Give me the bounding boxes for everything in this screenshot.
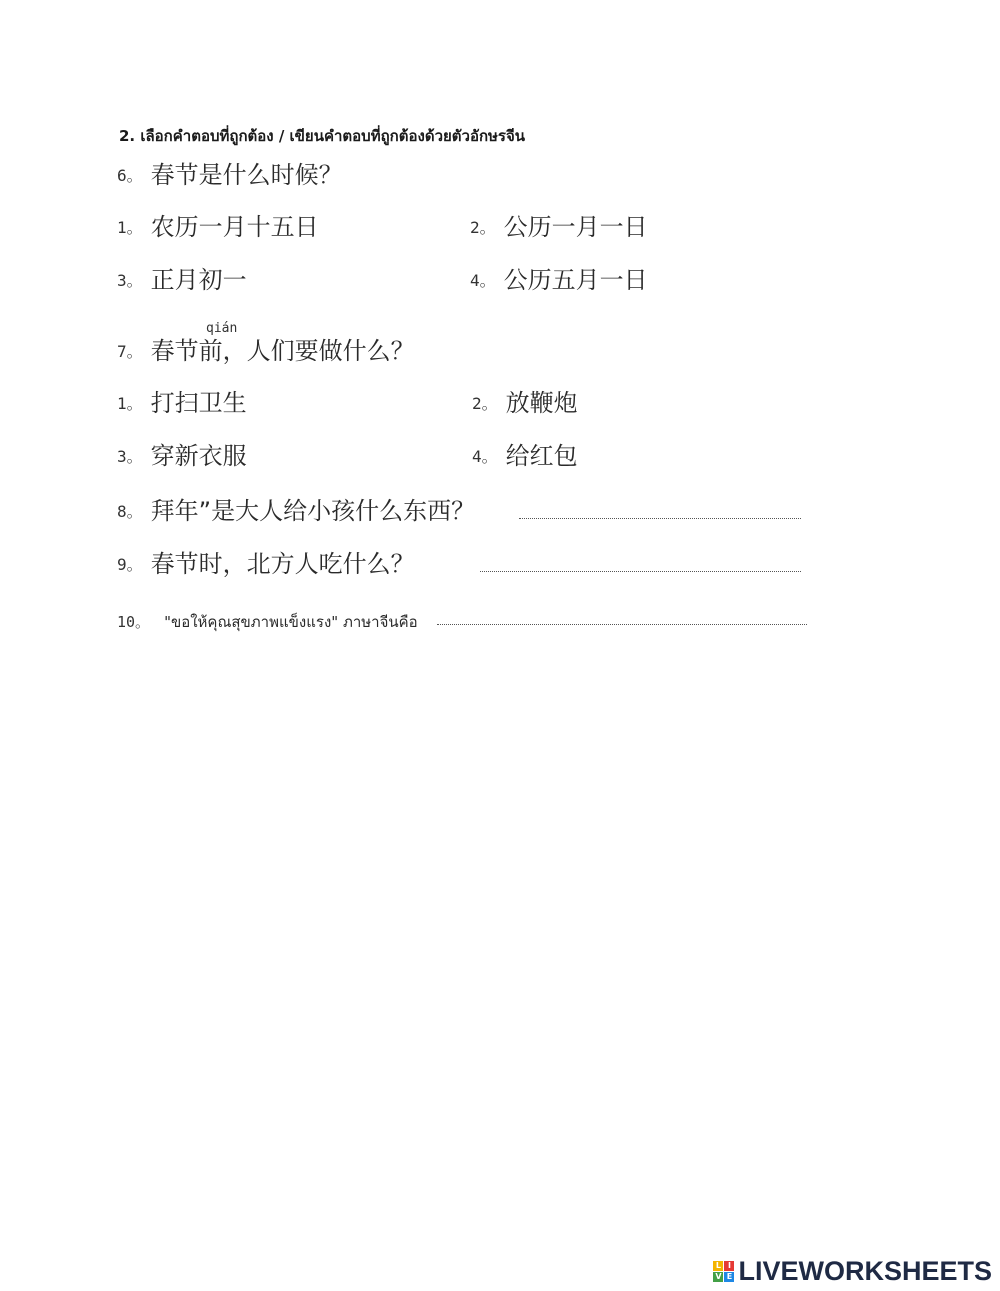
option-number: 2。 <box>472 394 498 413</box>
q7-option-3[interactable] <box>117 444 247 468</box>
q7-option-1[interactable] <box>117 391 247 415</box>
option-number: 3。 <box>117 447 143 466</box>
q6-option-3[interactable] <box>117 268 247 292</box>
option-number: 4。 <box>470 271 496 290</box>
q8-answer-blank[interactable] <box>519 518 801 519</box>
option-text: 放鞭炮 <box>505 389 578 417</box>
q7-option-2[interactable] <box>472 391 578 415</box>
question-7-number: 7。 <box>117 342 143 361</box>
q6-option-2[interactable] <box>470 215 648 239</box>
question-6-text: 春节是什么时候？ <box>150 161 343 189</box>
question-9-number: 9。 <box>117 555 143 574</box>
question-8-text: 拜年”是大人给小孩什么东西？ <box>150 497 476 525</box>
logo-mark-l: L <box>713 1261 723 1271</box>
pinyin-annotation: qián <box>206 321 238 336</box>
option-text: 农历一月十五日 <box>150 213 319 241</box>
q10-answer-blank[interactable] <box>437 624 807 625</box>
option-number: 2。 <box>470 218 496 237</box>
option-number: 1。 <box>117 218 143 237</box>
q7-option-4[interactable] <box>472 444 578 468</box>
question-8-number: 8。 <box>117 502 143 521</box>
logo-mark-e: E <box>724 1272 734 1282</box>
option-number: 4。 <box>472 447 498 466</box>
q6-option-1[interactable] <box>117 215 319 239</box>
q6-option-4[interactable] <box>470 268 648 292</box>
question-7 <box>117 339 415 363</box>
question-7-annotated-char: 前 <box>198 337 223 365</box>
logo-text: LIVEWORKSHEETS <box>738 1256 992 1286</box>
option-text: 公历一月一日 <box>503 213 648 241</box>
option-text: 打扫卫生 <box>150 389 247 417</box>
question-9 <box>117 552 415 576</box>
option-text: 穿新衣服 <box>150 442 247 470</box>
question-9-text: 春节时，北方人吃什么？ <box>150 550 415 578</box>
question-6-number: 6。 <box>117 166 143 185</box>
question-7-text-after: ，人们要做什么？ <box>222 337 415 365</box>
question-10-text: "ขอให้คุณสุขภาพแข็งแรง" ภาษาจีนคือ <box>164 613 418 631</box>
option-text: 正月初一 <box>150 266 247 294</box>
option-text: 给红包 <box>505 442 578 470</box>
question-7-text-before: 春节 <box>150 337 199 365</box>
logo-mark-i: I <box>724 1261 734 1271</box>
option-number: 1。 <box>117 394 143 413</box>
question-8 <box>117 499 475 523</box>
question-6 <box>117 163 343 187</box>
liveworksheets-logo <box>713 1256 992 1287</box>
question-10 <box>117 610 418 634</box>
logo-mark-v: V <box>715 1272 722 1281</box>
q9-answer-blank[interactable] <box>480 571 801 572</box>
option-number: 3。 <box>117 271 143 290</box>
question-10-number: 10。 <box>117 613 151 631</box>
instruction-heading: 2. เลือกคำตอบที่ถูกต้อง / เขียนคำตอบที่ถูกต้องด้วยตัวอักษรจีน <box>119 127 526 145</box>
logo-mark-icon <box>713 1261 734 1282</box>
option-text: 公历五月一日 <box>503 266 648 294</box>
